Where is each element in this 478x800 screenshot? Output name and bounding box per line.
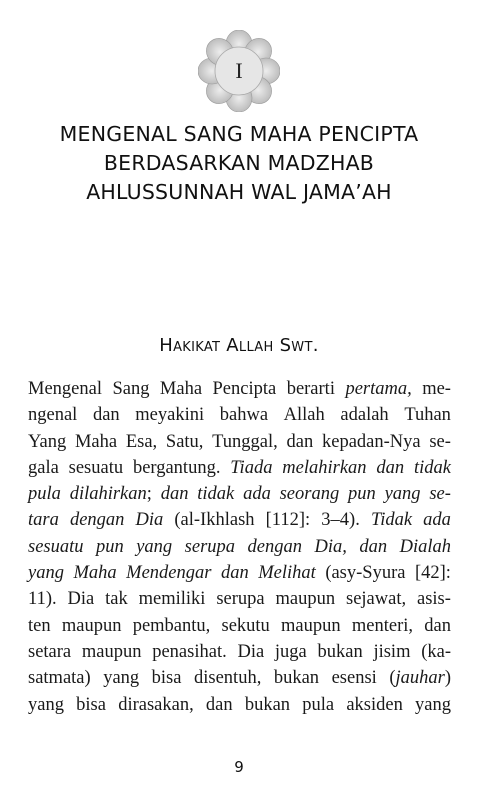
paragraph-word: bisa: [151, 668, 182, 689]
paragraph-line: [28, 665, 451, 691]
paragraph-word: Tiada: [230, 457, 273, 478]
paragraph-word: ten: [28, 615, 51, 636]
paragraph-word: dan: [205, 694, 233, 715]
paragraph-line: [28, 586, 451, 612]
section-heading: Hakikat Allah Swt.: [159, 335, 319, 356]
paragraph-word: yang: [28, 694, 64, 715]
paragraph-word: bukan: [244, 694, 291, 715]
paragraph-word: tidak: [413, 457, 451, 478]
paragraph-word: Allah: [283, 405, 325, 426]
paragraph-line: [28, 534, 451, 560]
paragraph-word: seorang: [279, 484, 340, 505]
paragraph-word: bergantung.: [132, 457, 221, 478]
page-number: 9: [234, 758, 244, 776]
paragraph-word: Dialah: [399, 536, 451, 557]
paragraph-word: bahwa: [219, 405, 269, 426]
paragraph-word: [112]:: [265, 510, 311, 531]
paragraph-word: Dia,: [314, 536, 347, 557]
chapter-badge: [198, 30, 280, 112]
paragraph-line: [28, 402, 451, 428]
paragraph-word: Esa,: [125, 431, 158, 452]
paragraph-word: Tuhan: [404, 405, 451, 426]
paragraph-word: berarti: [286, 379, 335, 399]
paragraph-word: penasihat.: [152, 641, 227, 662]
paragraph-word: yang: [103, 668, 140, 689]
paragraph-word: pula: [28, 484, 61, 505]
paragraph-word: melahirkan: [282, 457, 367, 478]
paragraph-word: pembantu,: [132, 615, 211, 636]
paragraph-word: meyakini: [135, 405, 205, 426]
chapter-title-line: BERDASARKAN MADZHAB: [103, 151, 375, 175]
paragraph-word: yang: [28, 563, 64, 584]
paragraph-word: maupun: [81, 641, 142, 662]
paragraph-word: aksiden: [346, 694, 403, 715]
paragraph-word: dan: [220, 563, 249, 584]
paragraph-word: (asy-Syura: [325, 563, 406, 584]
paragraph-word: me-: [422, 379, 451, 399]
paragraph-word: yang: [136, 536, 173, 557]
paragraph-word: dirasakan,: [118, 694, 194, 715]
paragraph-word: pula: [302, 694, 335, 715]
paragraph-word: sesuatu: [28, 536, 84, 557]
paragraph-word: ngenal: [28, 405, 78, 426]
paragraph-word: dilahirkan;: [69, 484, 152, 505]
paragraph-line: [28, 639, 451, 665]
paragraph-word: memiliki: [138, 589, 206, 610]
paragraph-word: Pencipta: [212, 379, 277, 399]
paragraph-word: yang: [415, 694, 451, 715]
paragraph-line: [28, 507, 451, 533]
paragraph-word: Maha: [73, 563, 117, 584]
paragraph-word: juga: [274, 641, 307, 662]
paragraph-line: [28, 429, 451, 455]
paragraph-word: Mendengar: [126, 563, 212, 584]
chapter-title-line: MENGENAL SANG MAHA PENCIPTA: [59, 122, 419, 146]
paragraph-word: esensi: [331, 668, 377, 689]
paragraph-word: tak: [105, 589, 128, 610]
paragraph-word: dan: [286, 431, 314, 452]
paragraph-word: dan: [424, 615, 451, 636]
paragraph-word: Dia: [237, 641, 265, 662]
paragraph-word: Satu,: [165, 431, 204, 452]
paragraph-word: 11).: [28, 589, 57, 610]
chapter-number: I: [235, 58, 243, 83]
paragraph-word: bisa: [76, 694, 106, 715]
paragraph-word: Yang: [28, 431, 67, 452]
paragraph-word: se-: [429, 484, 451, 505]
paragraph-word: pun: [348, 484, 376, 505]
paragraph-word: Mengenal: [28, 379, 102, 399]
paragraph-word: jisim: [373, 641, 411, 662]
paragraph-word: adalah: [340, 405, 389, 426]
paragraph-word: serupa: [184, 536, 236, 557]
paragraph-word: dengan: [247, 536, 302, 557]
paragraph-word: bukan: [273, 668, 320, 689]
paragraph-word: Maha: [74, 431, 118, 452]
paragraph-word: asis-: [417, 589, 451, 610]
paragraph-word: yang: [384, 484, 421, 505]
paragraph-word: menteri,: [351, 615, 414, 636]
chapter-title: [20, 120, 458, 207]
paragraph-word: gala: [28, 457, 59, 478]
paragraph-word: maupun: [275, 589, 336, 610]
paragraph-line: [28, 376, 451, 402]
paragraph-word: setara: [28, 641, 72, 662]
paragraph-word: Sang: [112, 379, 150, 399]
paragraph-word: kepadan-Nya: [321, 431, 421, 452]
paragraph-word: tara: [28, 510, 59, 531]
paragraph-word: dan: [359, 536, 388, 557]
paragraph-word: Maha: [159, 379, 203, 399]
paragraph-word: ada: [423, 510, 451, 531]
paragraph-word: 3–4).: [321, 510, 360, 531]
paragraph-word: satmata): [28, 668, 91, 689]
paragraph-word: tidak: [197, 484, 235, 505]
paragraph-word: dan: [376, 457, 405, 478]
paragraph-word: Tunggal,: [212, 431, 278, 452]
paragraph-word: Dia: [135, 510, 164, 531]
body-paragraph: [28, 376, 451, 718]
paragraph-word: dan: [160, 484, 189, 505]
paragraph-word: se-: [429, 431, 451, 452]
paragraph-word: (al-Ikhlash: [174, 510, 255, 531]
paragraph-word: maupun: [281, 615, 341, 636]
paragraph-word: pertama,: [345, 379, 412, 399]
paragraph-word: (ka-: [421, 641, 451, 662]
paragraph-word: sejawat,: [346, 589, 407, 610]
paragraph-line: [28, 481, 451, 507]
paragraph-line: [28, 455, 451, 481]
paragraph-word: dengan: [69, 510, 125, 531]
paragraph-word: serupa: [216, 589, 265, 610]
paragraph-word: bukan: [317, 641, 363, 662]
paragraph-word: dan: [92, 405, 120, 426]
paragraph-word: Melihat: [258, 563, 316, 584]
paragraph-word: ada: [243, 484, 271, 505]
paragraph-word: (jauhar): [389, 668, 451, 689]
paragraph-word: Dia: [67, 589, 95, 610]
paragraph-word: sesuatu: [68, 457, 124, 478]
paragraph-line: [28, 613, 451, 639]
paragraph-word: disentuh,: [194, 668, 262, 689]
paragraph-line: [28, 560, 451, 586]
paragraph-word: sekutu: [221, 615, 270, 636]
paragraph-line: [28, 692, 451, 718]
paragraph-word: pun: [95, 536, 124, 557]
chapter-title-line: AHLUSSUNNAH WAL JAMA’AH: [86, 180, 392, 204]
paragraph-word: Tidak: [370, 510, 413, 531]
paragraph-word: maupun: [61, 615, 122, 636]
paragraph-word: [42]:: [414, 563, 451, 584]
